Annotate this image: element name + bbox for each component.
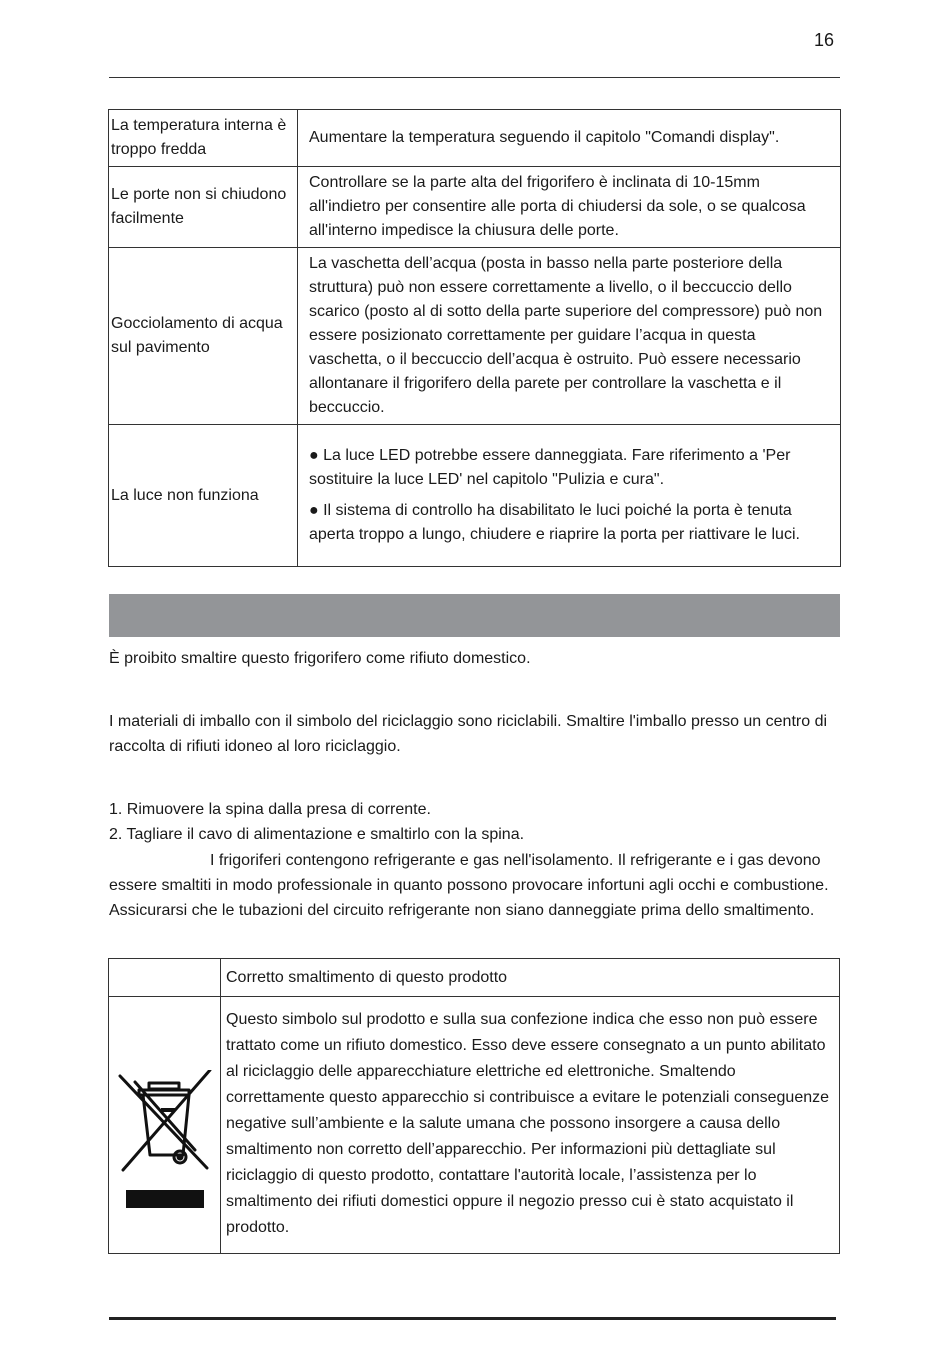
footer-rule: [109, 1317, 836, 1320]
section-header-bar: [109, 594, 840, 637]
disposal-intro: È proibito smaltire questo frigorifero come rifiuto domestico.: [109, 650, 531, 667]
problem-cell: Gocciolamento di acqua sul pavimento: [109, 248, 298, 425]
solution-cell: [298, 425, 841, 567]
problem-cell: La luce non funziona: [109, 425, 298, 567]
page-number: 16: [813, 30, 834, 50]
problem-cell: La temperatura interna è troppo fredda: [109, 110, 298, 167]
step-item: 2. Tagliare il cavo di alimentazione e smaltirlo con la spina.: [109, 826, 525, 843]
step-item: 1. Rimuovere la spina dalla presa di corrente.: [109, 801, 431, 818]
troubleshooting-table: [108, 109, 841, 567]
disposal-table-header: Corretto smaltimento di questo prodotto: [221, 959, 840, 997]
table-row: [109, 959, 840, 997]
crossed-out-wheelie-bin-icon: [115, 1070, 215, 1210]
disposal-description: Questo simbolo sul prodotto e sulla sua confezione indica che esso non può essere trattato come un rifiuto domestico. Esso deve essere consegnato a un punto abilitato al riciclaggio delle apparecchiature elettriche ed elettroniche. Smaltendo correttamente questo apparecchio si contribuisce a evitare le potenziali conseguenze negative sull’ambiente e la salute umana che possono insorgere a causa dello smaltimento non corretto dell’apparecchio. Per informazioni più dettagliate sul riciclaggio di questo prodotto, contattare l'autorità locale, l’assistenza per lo smaltimento dei rifiuti domestici oppure il negozio presso cui è stato acquistato il prodotto.: [221, 997, 840, 1254]
solution-cell: Controllare se la parte alta del frigorifero è inclinata di 10-15mm all'indietro per consentire alle porta di chiudersi da sole, o se qualcosa all'interno impedisce la chiusura delle porte.: [298, 167, 841, 248]
solution-cell: Aumentare la temperatura seguendo il capitolo "Comandi display".: [298, 110, 841, 167]
refrigerant-paragraph: I frigoriferi contengono refrigerante e gas nell'isolamento. Il refrigerante e i gas devono essere smaltiti in modo professionale in quanto possono provocare infortuni agli occhi e combustione. Assicurarsi che le tubazioni del circuito refrigerante non siano danneggiate prima dello smaltimento.: [109, 852, 829, 919]
packaging-paragraph: I materiali di imballo con il simbolo del riciclaggio sono riciclabili. Smaltire l'imballo presso un centro di raccolta di rifiuti idoneo al loro riciclaggio.: [109, 713, 828, 755]
solution-cell: La vaschetta dell’acqua (posta in basso nella parte posteriore della struttura) può non essere correttamente a livello, o il beccuccio dello scarico (posto al di sotto della parte superiore del compressore) può non essere posizionato correttamente per guidare l’acqua in questa vaschetta, o il beccuccio dell’acqua è ostruito. Può essere necessario allontanare il frigorifero della parete per controllare la vaschetta e il beccuccio.: [298, 248, 841, 425]
table-row: [109, 167, 841, 248]
solution-bullet: ● La luce LED potrebbe essere danneggiata. Fare riferimento a 'Per sostituire la luce LED' nel capitolo "Pulizia e cura".: [309, 447, 791, 488]
table-row: [109, 110, 841, 167]
solution-bullet: ● Il sistema di controllo ha disabilitato le luci poiché la porta è tenuta aperta troppo a lungo, chiudere e riaprire la porta per riattivare le luci.: [309, 502, 800, 543]
weee-icon-cell: [109, 997, 221, 1254]
header-rule: [109, 77, 840, 78]
problem-cell: Le porte non si chiudono facilmente: [109, 167, 298, 248]
disposal-steps: [109, 797, 844, 847]
table-row: [109, 997, 840, 1254]
table-row: [109, 425, 841, 567]
table-row: [109, 248, 841, 425]
disposal-table: [108, 958, 840, 1254]
empty-cell: [109, 959, 221, 997]
